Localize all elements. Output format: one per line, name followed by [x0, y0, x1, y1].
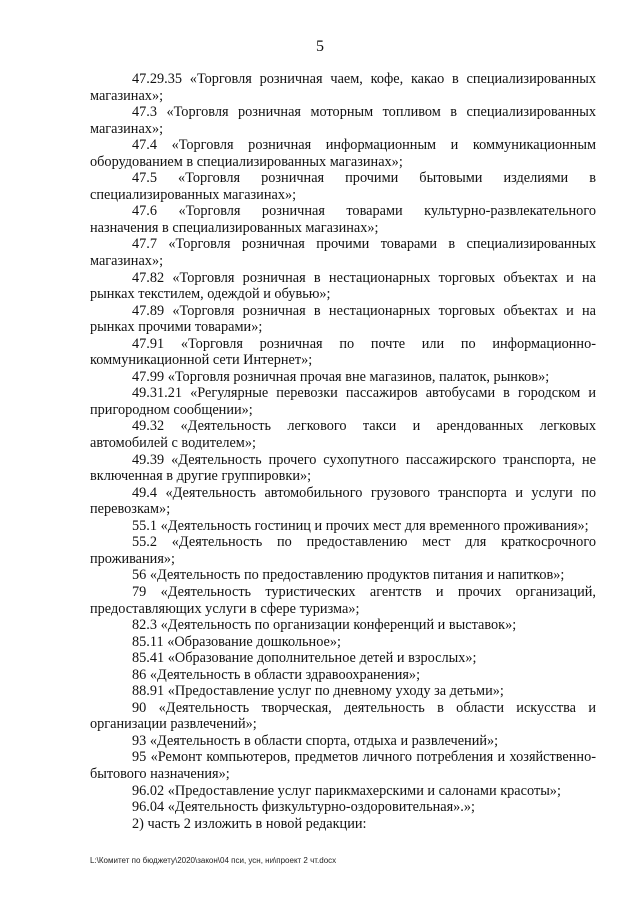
paragraph: 49.4 «Деятельность автомобильного грузового транспорта и услуги по перевозкам»; [90, 484, 596, 518]
paragraph: 47.5 «Торговля розничная прочими бытовыми изделиями в специализированных магазинах»; [90, 170, 596, 203]
paragraph: 47.4 «Торговля розничная информационным и коммуникационным оборудованием в специализированных магазинах»; [90, 137, 596, 170]
paragraph: 47.6 «Торговля розничная товарами культурно-развлекательного назначения в специализированных магазинах»; [90, 203, 596, 236]
paragraph: 2) часть 2 изложить в новой редакции: [132, 815, 367, 832]
paragraph: 79 «Деятельность туристических агентств и прочих организаций, предоставляющих услуги в сфере туризма»; [90, 583, 596, 617]
footer-file-path: L:\Комитет по бюджету\2020\закон\04 пси, усн, ни\проект 2 чт.docx [90, 856, 337, 865]
paragraph: 55.2 «Деятельность по предоставлению мест для краткосрочного проживания»; [90, 534, 596, 567]
paragraph: 55.1 «Деятельность гостиниц и прочих мест для временного проживания»; [132, 517, 589, 534]
paragraph: 47.99 «Торговля розничная прочая вне магазинов, палаток, рынков»; [132, 368, 550, 385]
paragraph: 49.31.21 «Регулярные перевозки пассажиров автобусами в городском и пригородном сообщении»; [90, 385, 596, 418]
paragraph: 47.3 «Торговля розничная моторным топливом в специализированных магазинах»; [90, 104, 596, 137]
paragraph: 96.02 «Предоставление услуг парикмахерскими и салонами красоты»; [132, 782, 561, 799]
paragraph: 47.89 «Торговля розничная в нестационарных торговых объектах и на рынках прочими товарами»; [90, 302, 596, 336]
paragraph: 86 «Деятельность в области здравоохранения»; [132, 666, 421, 683]
document-body [90, 71, 596, 832]
paragraph: 90 «Деятельность творческая, деятельность в области искусства и организации развлечений»; [90, 699, 596, 733]
paragraph: 93 «Деятельность в области спорта, отдыха и развлечений»; [132, 732, 499, 749]
paragraph: 47.82 «Торговля розничная в нестационарных торговых объектах и на рынках текстилем, одеждой и обувью»; [90, 269, 596, 303]
paragraph: 47.29.35 «Торговля розничная чаем, кофе, какао в специализированных магазинах»; [90, 71, 596, 104]
paragraph: 49.39 «Деятельность прочего сухопутного пассажирского транспорта, не включенная в другие группировки»; [90, 451, 596, 485]
paragraph: 47.91 «Торговля розничная по почте или по информационно-коммуникационной сети Интернет»; [90, 335, 596, 369]
paragraph: 56 «Деятельность по предоставлению продуктов питания и напитков»; [132, 567, 565, 584]
paragraph: 95 «Ремонт компьютеров, предметов личного потребления и хозяйственно-бытового назначения»; [90, 749, 596, 782]
paragraph: 88.91 «Предоставление услуг по дневному уходу за детьми»; [132, 683, 504, 700]
paragraph: 49.32 «Деятельность легкового такси и арендованных легковых автомобилей с водителем»; [90, 418, 596, 452]
paragraph: 85.11 «Образование дошкольное»; [132, 633, 342, 650]
paragraph: 47.7 «Торговля розничная прочими товарами в специализированных магазинах»; [90, 236, 596, 270]
paragraph: 82.3 «Деятельность по организации конференций и выставок»; [132, 617, 517, 634]
paragraph: 96.04 «Деятельность физкультурно-оздоровительная».»; [132, 799, 476, 816]
paragraph: 85.41 «Образование дополнительное детей и взрослых»; [132, 650, 477, 667]
page-number: 5 [316, 38, 324, 55]
